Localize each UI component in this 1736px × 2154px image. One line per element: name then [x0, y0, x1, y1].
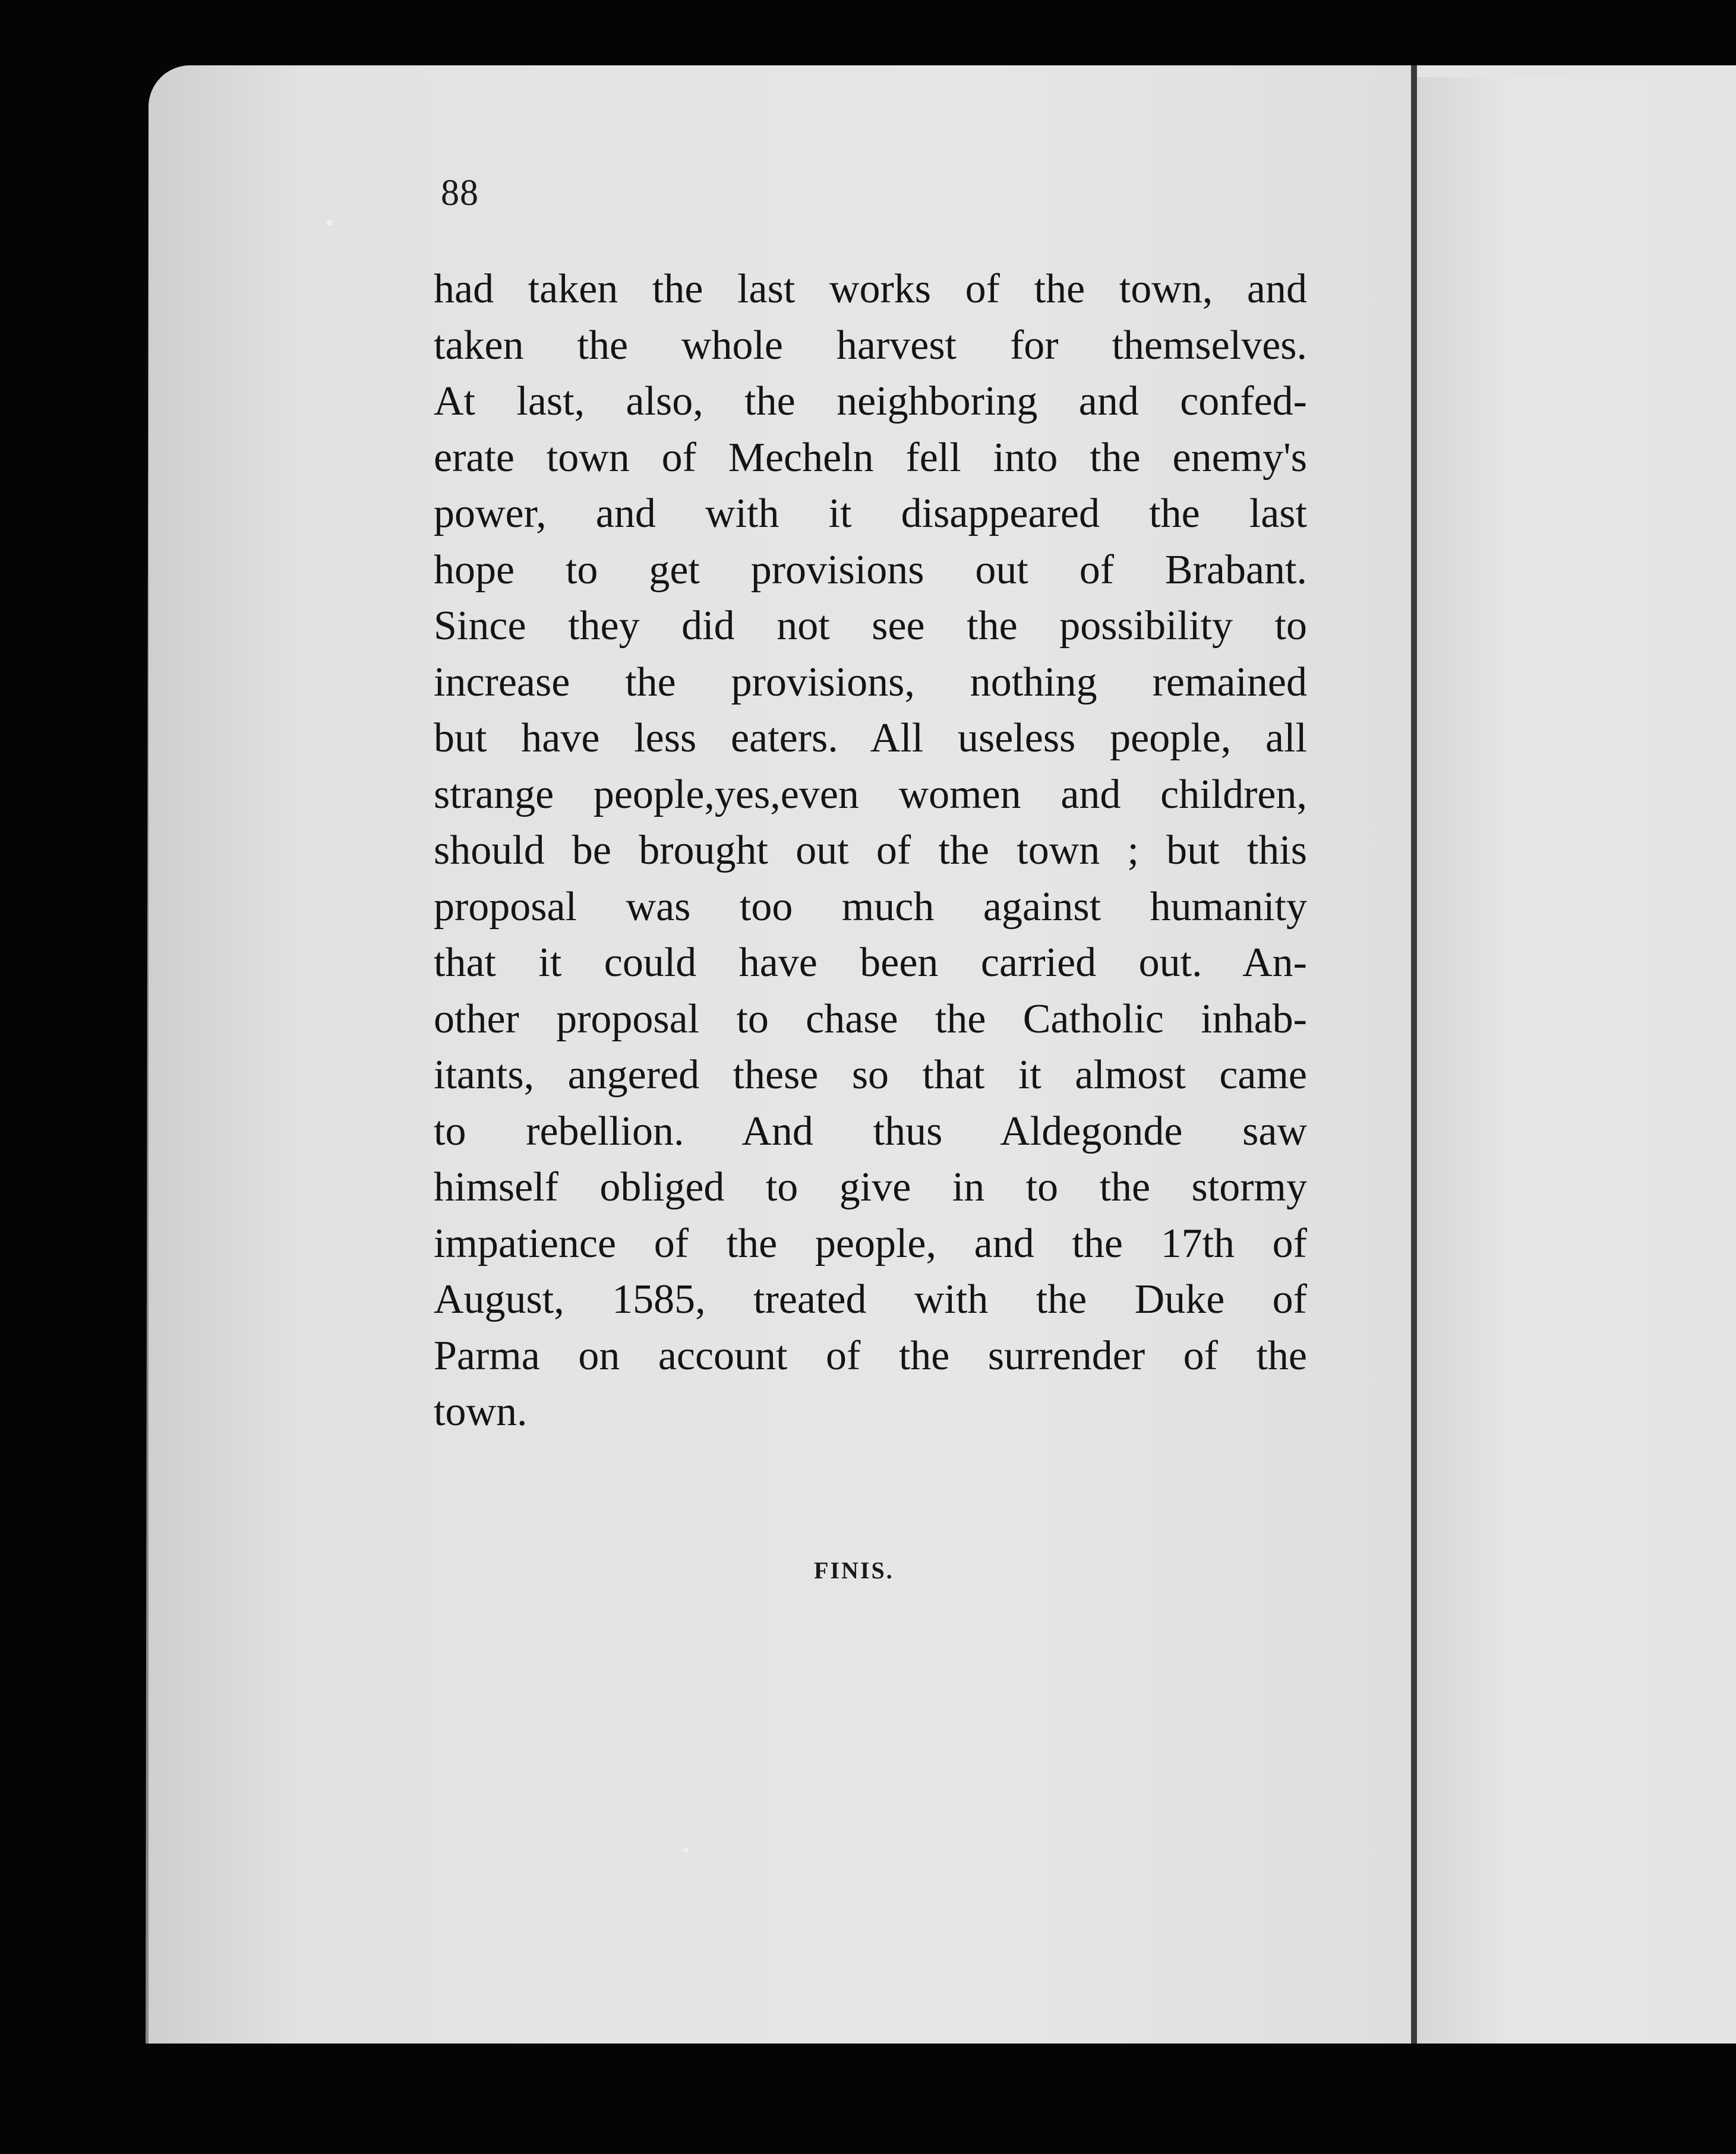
text-line: that it could have been carried out. An- [434, 940, 1307, 986]
text-line: At last, also, the neighboring and confed- [434, 378, 1307, 424]
text-line: but have less eaters. All useless people, all [434, 715, 1307, 761]
text-line: had taken the last works of the town, and [434, 266, 1307, 312]
finis-label: FINIS. [814, 1557, 894, 1584]
text-line: August, 1585, treated with the Duke of [434, 1277, 1307, 1322]
text-line: Since they did not see the possibility to [434, 603, 1307, 649]
text-line: town. [434, 1389, 528, 1435]
page-gutter [1411, 65, 1417, 2044]
text-line: proposal was too much against humanity [434, 883, 1307, 930]
text-line: taken the whole harvest for themselves. [434, 322, 1307, 368]
text-line: to rebellion. And thus Aldegonde saw [434, 1108, 1307, 1154]
text-line: power, and with it disappeared the last [434, 491, 1307, 536]
text-line: increase the provisions, nothing remained [434, 659, 1307, 705]
text-line: erate town of Mecheln fell into the enemy's [434, 434, 1307, 481]
text-line: impatience of the people, and the 17th of [434, 1220, 1307, 1266]
body-text [434, 261, 1307, 1441]
text-line: should be brought out of the town ; but this [434, 828, 1307, 873]
text-line: strange people,yes,even women and children, [434, 771, 1307, 817]
page-number: 88 [441, 173, 479, 213]
right-page [1417, 77, 1736, 2044]
text-line: himself obliged to give in to the stormy [434, 1164, 1307, 1210]
text-line: itants, angered these so that it almost came [434, 1052, 1307, 1098]
text-line: other proposal to chase the Catholic inhab- [434, 996, 1307, 1042]
text-line: Parma on account of the surrender of the [434, 1332, 1307, 1379]
scan-border [0, 2044, 1736, 2154]
text-line: hope to get provisions out of Brabant. [434, 547, 1307, 593]
